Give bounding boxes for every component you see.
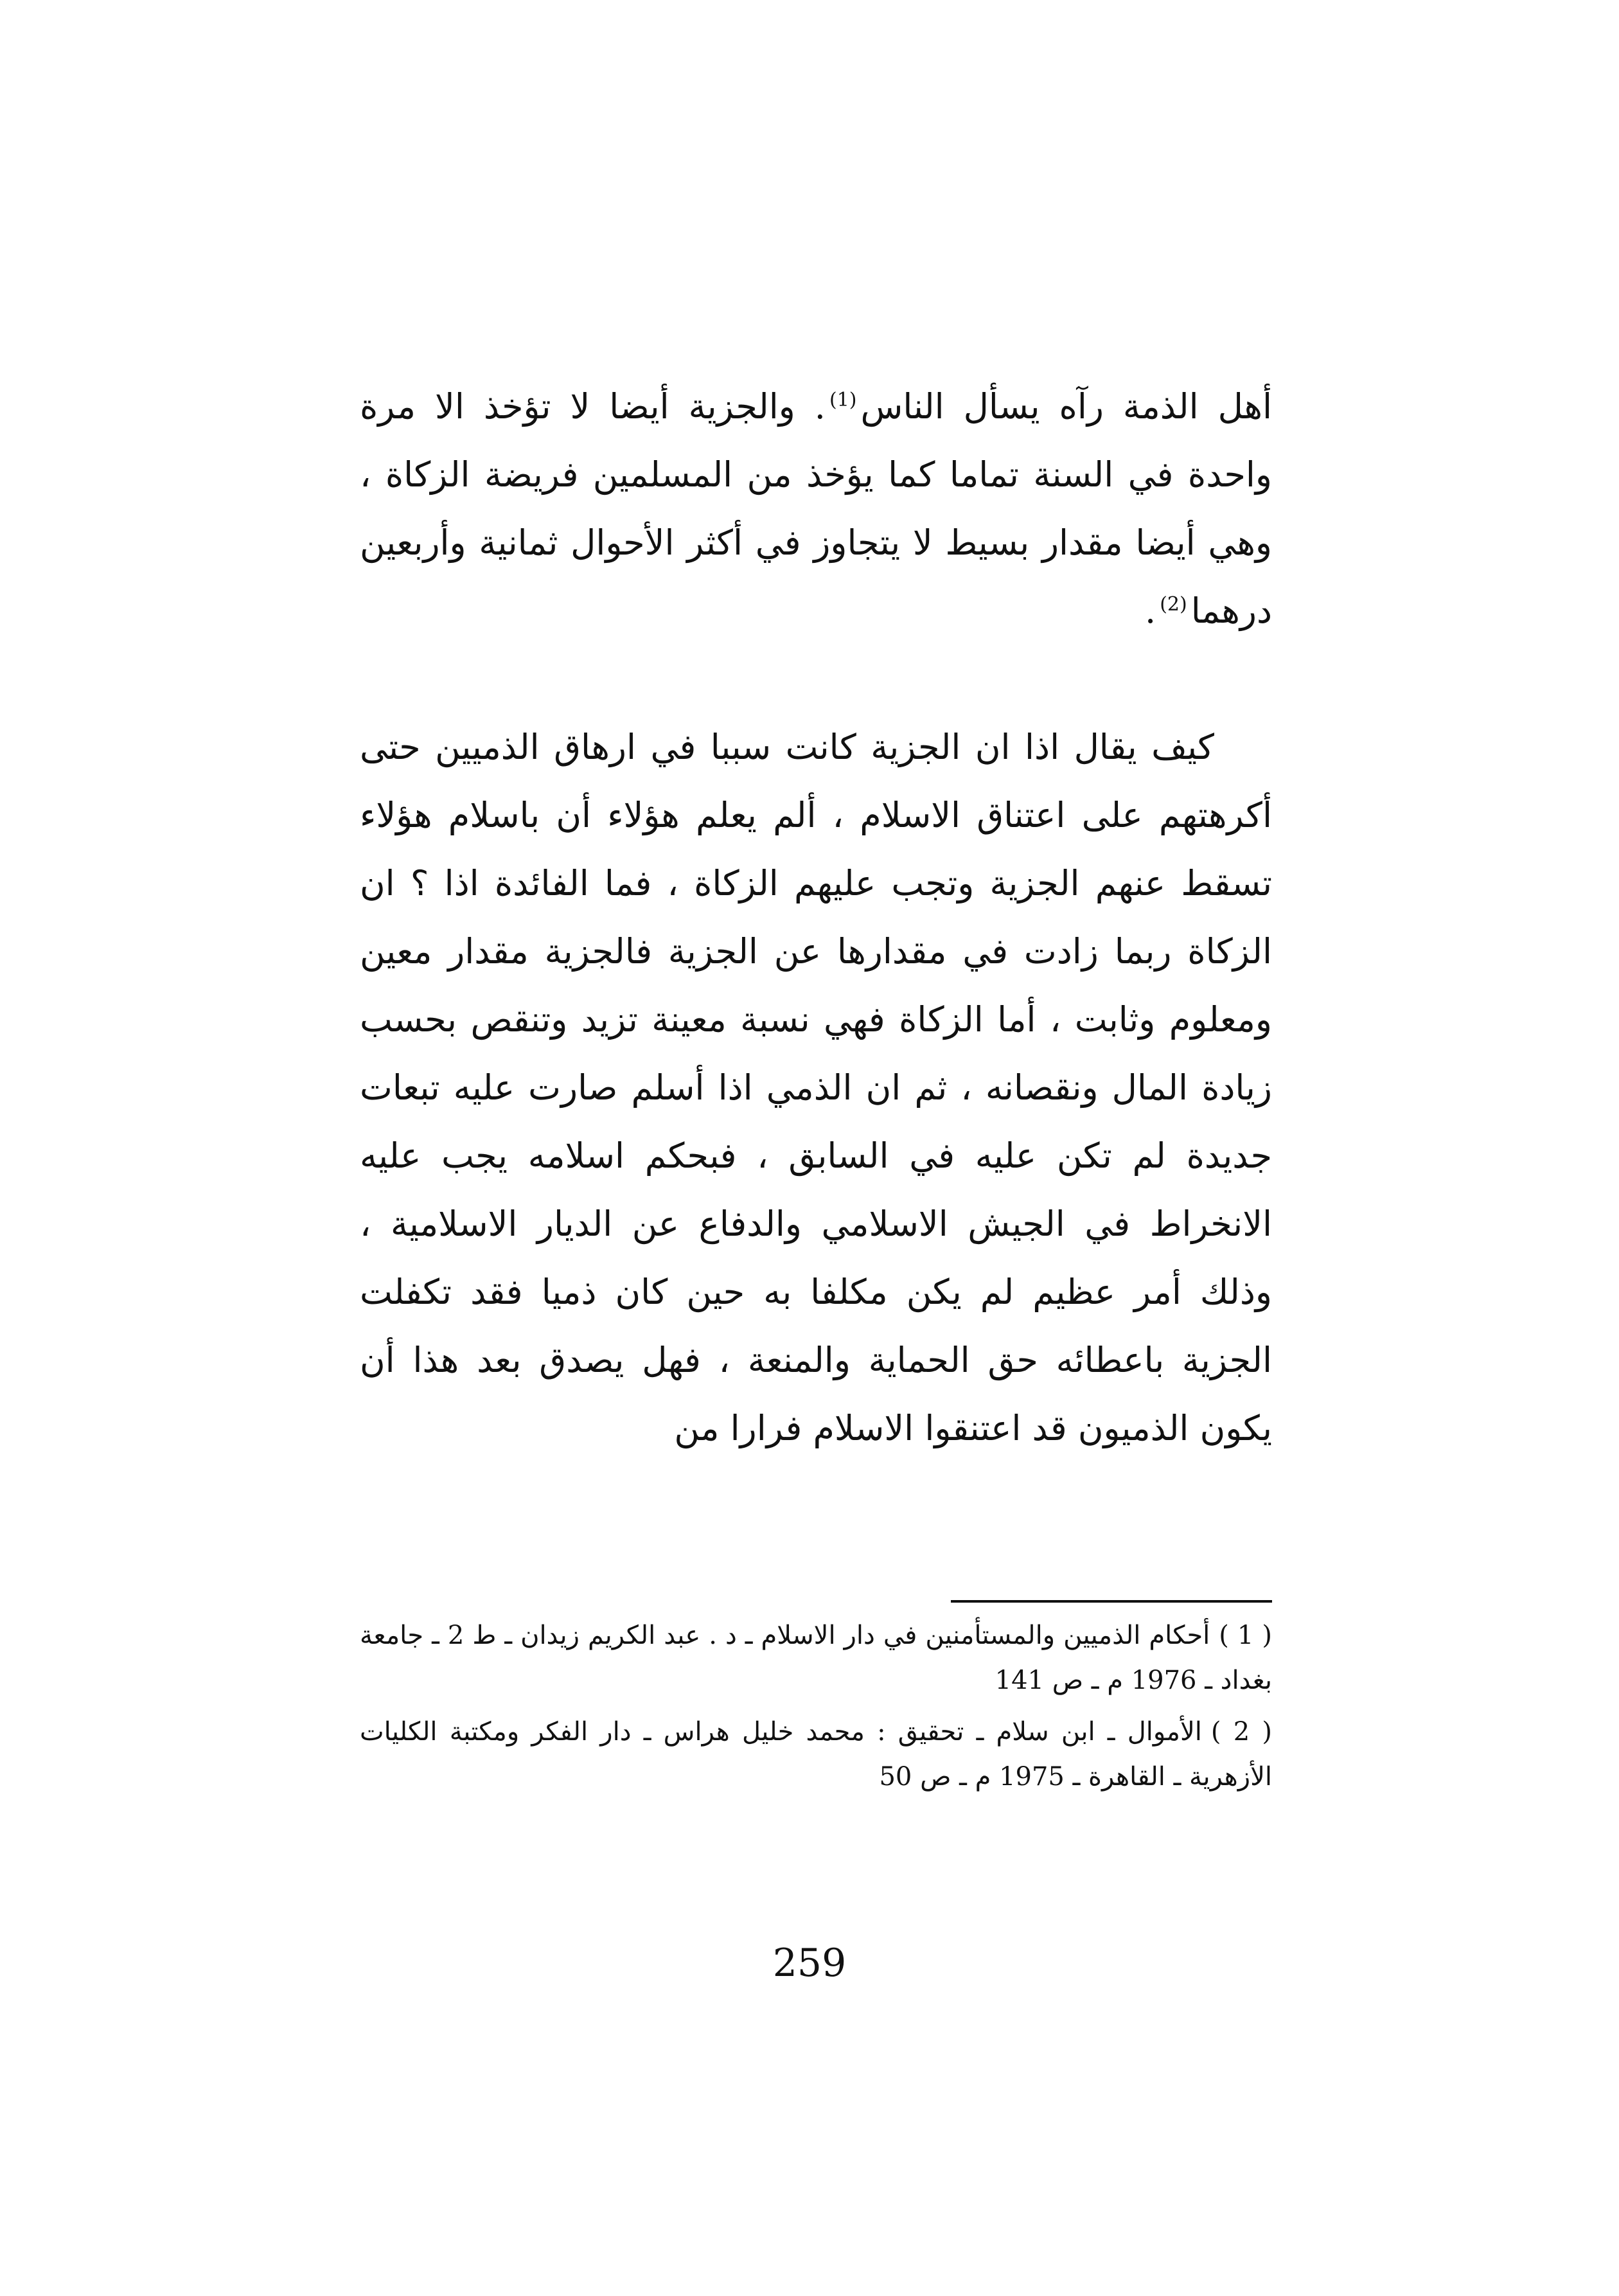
footnote-1-number: ( 1 ): [1219, 1621, 1272, 1650]
footnote-1: [360, 1613, 1272, 1703]
page-number: 259: [772, 1941, 847, 1986]
footnote-2: [360, 1709, 1272, 1799]
footnote-separator: [951, 1600, 1272, 1603]
footnotes: [360, 1613, 1272, 1806]
paragraph-2: كيف يقال اذا ان الجزية كانت سببا في ارهاق الذميين حتى أكرهتهم على اعتناق الاسلام ، ألم يعلم هؤلاء أن باسلام هؤلاء تسقط عنهم الجزية وتجب عليهم الزكاة ، فما الفائدة اذا ؟ ان الزكاة ربما زادت في مقدارها عن الجزية فالجزية مقدار معين ومعلوم وثابت ، أما الزكاة فهي نسبة معينة تزيد وتنقص بحسب زيادة المال ونقصانه ، ثم ان الذمي اذا أسلم صارت عليه تبعات جديدة لم تكن عليه في السابق ، فبحكم اسلامه يجب عليه الانخراط في الجيش الاسلامي والدفاع عن الديار الاسلامية ، وذلك أمر عظيم لم يكن مكلفا به حين كان ذميا فقد تكفلت الجزية باعطائه حق الحماية والمنعة ، فهل يصدق بعد هذا أن يكون الذميون قد اعتنقوا الاسلام فرارا من: [360, 727, 1272, 1448]
paragraph-1-text-c: .: [1145, 591, 1156, 631]
footnote-ref-2: (2): [1160, 593, 1187, 616]
footnote-1-text: أحكام الذميين والمستأمنين في دار الاسلام ـ د . عبد الكريم زيدان ـ ط 2 ـ جامعة بغداد ـ 1976 م ـ ص 141: [360, 1621, 1272, 1695]
paragraph-1-text-b: . والجزية أيضا لا تؤخذ الا مرة واحدة في السنة تماما كما يؤخذ من المسلمين فريضة الزكاة ، وهي أيضا مقدار بسيط لا يتجاوز في أكثر الأحوال ثمانية وأربعين درهما: [360, 386, 1272, 631]
paragraph-1: [360, 373, 1272, 645]
footnote-ref-1: (1): [829, 389, 857, 411]
footnote-2-number: ( 2 ): [1210, 1717, 1273, 1747]
footnote-2-text: الأموال ـ ابن سلام ـ تحقيق : محمد خليل هراس ـ دار الفكر ومكتبة الكليات الأزهرية ـ القاهرة ـ 1975 م ـ ص 50: [360, 1717, 1272, 1792]
paragraph-1-text-a: أهل الذمة رآه يسأل الناس: [860, 386, 1272, 427]
